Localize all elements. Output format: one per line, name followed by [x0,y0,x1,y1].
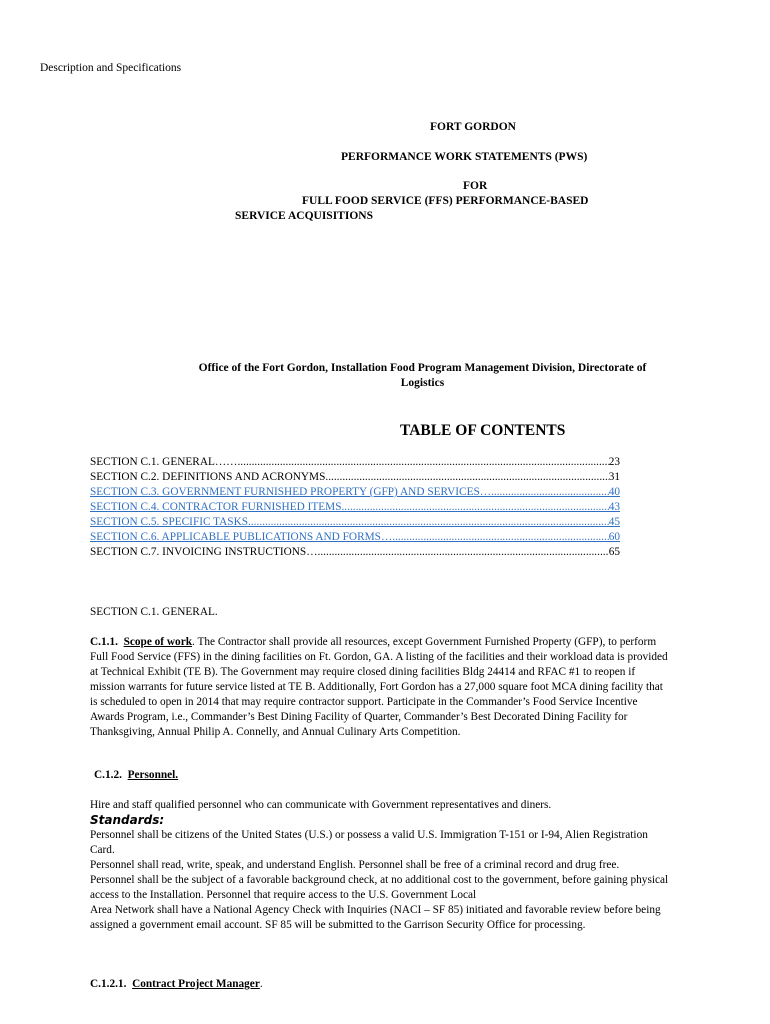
toc-title: TABLE OF CONTENTS [400,422,566,439]
standard-item: Area Network shall have a National Agency Check with Inquiries (NACI – SF 85) initiated and favorable review before being assigned a government email account. SF 85 will be submitted to the Garrison Security Office for processing. [90,904,661,931]
toc-item-c2 [90,470,620,485]
paragraph-text: . The Contractor shall provide all resources, except Government Furnished Property (GFP), to perform Full Food Service (FFS) in the dining facilities on Ft. Gordon, GA. A listing of the facilities and their workload data is provided at Technical Exhibit (TE B). The Government may require closed dining facilities Bldg 24414 and RFAC #1 to reopen if mission warrants for future service listed at TE B. Additionally, Fort Gordon has a 27,000 square foot MCA dining facility that is scheduled to open in 2014 that may require contractor support. Participate in the Commander’s Food Service Incentive Awards Program, i.e., Commander’s Best Dining Facility of Quarter, Commander’s Best Decorated Dining Facility for Thanksgiving, Annual Philip A. Connelly, and Annual Culinary Arts Competition. [90,636,668,738]
standard-item: Personnel shall read, write, speak, and understand English. Personnel shall be free of a criminal record and drug free. [90,859,620,871]
paragraph-number: C.1.2.1. [90,978,127,990]
title-fort-gordon: FORT GORDON [430,121,516,133]
paragraph-title: Contract Project Manager [132,978,260,990]
toc-item-page: 31 [608,471,620,483]
office-block [170,361,675,391]
title-service-acquisitions: SERVICE ACQUISITIONS [235,210,373,222]
toc-item-c7 [90,545,620,560]
standards-label: Standards: [90,813,165,827]
standard-item: Personnel shall be citizens of the United States (U.S.) or possess a valid U.S. Immigration T-151 or I-94, Alien Registration Card. [90,829,648,856]
section-c1-heading: SECTION C.1. GENERAL. [90,606,218,618]
title-ffs: FULL FOOD SERVICE (FFS) PERFORMANCE-BASED [302,195,589,207]
paragraph-c121-heading [90,977,670,992]
toc-item-label: SECTION C.2. DEFINITIONS AND ACRONYMS [90,471,326,483]
document-header: Description and Specifications [40,62,182,74]
title-pws: PERFORMANCE WORK STATEMENTS (PWS) [341,151,588,163]
toc-item-label: SECTION C.1. GENERAL…… [90,456,238,468]
paragraph-title: Scope of work [123,636,192,648]
toc-item-page: 65 [608,546,620,558]
toc-item-page: 23 [608,456,620,468]
toc-item-c1 [90,455,620,470]
toc-item-label: SECTION C.6. APPLICABLE PUBLICATIONS AND FORMS… [90,531,393,543]
paragraph-c12-heading [94,768,674,783]
toc-link-c6[interactable] [90,530,620,545]
toc-item-label: SECTION C.4. CONTRACTOR FURNISHED ITEMS [90,501,342,513]
toc-item-label: SECTION C.3. GOVERNMENT FURNISHED PROPERTY (GFP) AND SERVICES… [90,486,492,498]
personnel-block [90,798,670,933]
paragraph-number: C.1.1. [90,636,118,648]
toc-link-c4[interactable] [90,500,620,515]
toc-item-page: 40 [608,486,620,498]
title-for: FOR [463,180,488,192]
paragraph-number: C.1.2. [94,769,122,781]
toc-item-page: 43 [608,501,620,513]
toc-link-c5[interactable] [90,515,620,530]
toc-item-page: 45 [608,516,620,528]
personnel-intro: Hire and staff qualified personnel who can communicate with Government representatives and diners. [90,799,552,811]
toc-item-page: 60 [608,531,620,543]
toc-item-label: SECTION C.7. INVOICING INSTRUCTIONS… [90,546,318,558]
standard-item: Personnel shall be the subject of a favorable background check, at no additional cost to the government, before gaining physical access to the Installation. Personnel that require access to the U.S. Government Local [90,874,669,901]
paragraph-tail: . [259,978,263,990]
office-line-1: Office of the Fort Gordon, Installation Food Program Management Division, Directorate of [198,362,647,374]
paragraph-c111 [90,635,670,740]
office-line-2: Logistics [400,377,445,389]
paragraph-title: Personnel. [127,769,179,781]
toc-item-label: SECTION C.5. SPECIFIC TASKS [90,516,249,528]
toc-link-c3[interactable] [90,485,620,500]
table-of-contents [90,455,620,560]
